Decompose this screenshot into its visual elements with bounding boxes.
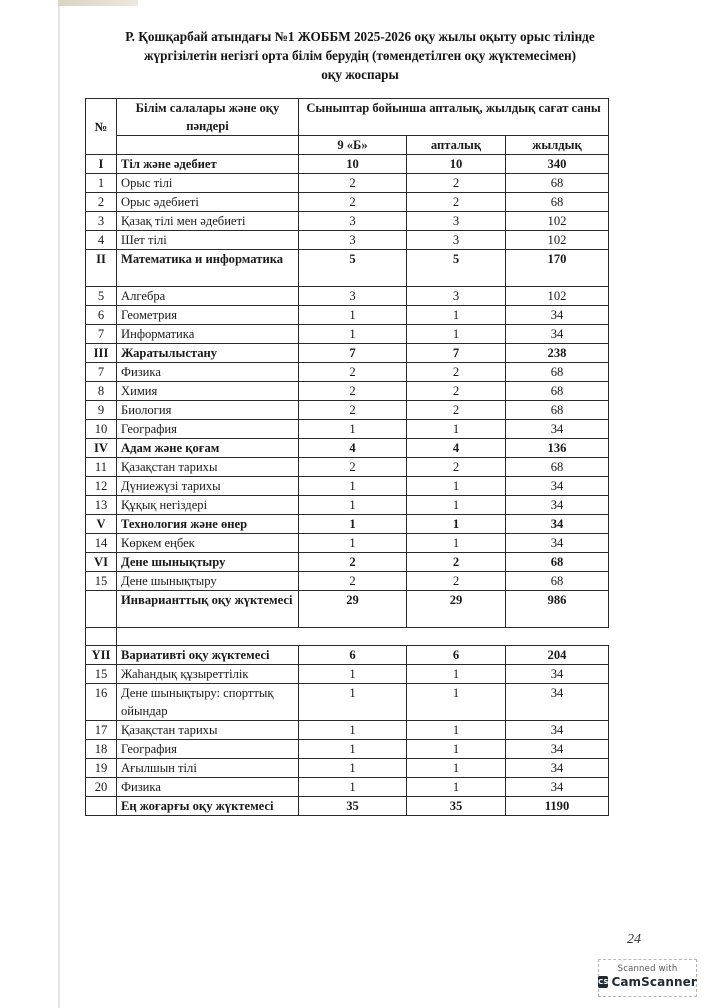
yearly-hours: 102 (506, 287, 609, 306)
subject-name: Адам және қоғам (117, 439, 299, 458)
class-hours: 2 (299, 401, 407, 420)
camscanner-watermark (598, 959, 697, 997)
row-number: 12 (86, 477, 117, 496)
subject-name: Шет тілі (117, 231, 299, 250)
yearly-hours: 1190 (506, 797, 609, 816)
subject-row (86, 721, 609, 740)
section-row (86, 553, 609, 572)
subject-row (86, 420, 609, 439)
weekly-hours: 4 (407, 439, 506, 458)
weekly-hours: 3 (407, 212, 506, 231)
yearly-hours: 34 (506, 515, 609, 534)
yearly-hours: 102 (506, 231, 609, 250)
weekly-hours: 3 (407, 287, 506, 306)
weekly-hours: 1 (407, 534, 506, 553)
subject-row (86, 401, 609, 420)
row-number: 10 (86, 420, 117, 439)
header-row-2 (86, 136, 609, 155)
row-number: 18 (86, 740, 117, 759)
subject-row (86, 193, 609, 212)
row-number: 5 (86, 287, 117, 306)
yearly-hours: 204 (506, 646, 609, 665)
yearly-hours: 68 (506, 401, 609, 420)
weekly-hours: 2 (407, 382, 506, 401)
document-title (80, 27, 640, 84)
weekly-hours: 1 (407, 325, 506, 344)
subject-row (86, 759, 609, 778)
class-hours: 2 (299, 572, 407, 591)
class-hours: 1 (299, 325, 407, 344)
row-number: 8 (86, 382, 117, 401)
section-row (86, 646, 609, 665)
class-hours: 2 (299, 382, 407, 401)
yearly-hours: 68 (506, 572, 609, 591)
spacer-cell-rest (117, 628, 609, 646)
class-hours: 6 (299, 646, 407, 665)
paper-top-edge (58, 0, 138, 6)
yearly-hours: 238 (506, 344, 609, 363)
weekly-hours: 1 (407, 306, 506, 325)
yearly-hours: 34 (506, 496, 609, 515)
class-hours: 1 (299, 740, 407, 759)
subject-row (86, 231, 609, 250)
class-hours: 1 (299, 477, 407, 496)
weekly-hours: 2 (407, 401, 506, 420)
subject-name: Вариативті оқу жүктемесі (117, 646, 299, 665)
section-row (86, 344, 609, 363)
subject-row (86, 363, 609, 382)
yearly-hours: 34 (506, 534, 609, 553)
row-number: 9 (86, 401, 117, 420)
row-number: 16 (86, 684, 117, 721)
subject-name: Инварианттық оқу жүктемесі (117, 591, 299, 628)
header-subject: Білім салалары және оқу пәндері (117, 99, 299, 136)
yearly-hours: 34 (506, 684, 609, 721)
watermark-brand (599, 975, 696, 989)
row-number: IV (86, 439, 117, 458)
row-number (86, 797, 117, 816)
yearly-hours: 34 (506, 325, 609, 344)
yearly-hours: 68 (506, 382, 609, 401)
class-hours: 2 (299, 458, 407, 477)
class-hours: 2 (299, 174, 407, 193)
yearly-hours: 68 (506, 193, 609, 212)
weekly-hours: 1 (407, 721, 506, 740)
yearly-hours: 68 (506, 363, 609, 382)
subject-name: Биология (117, 401, 299, 420)
yearly-hours: 340 (506, 155, 609, 174)
subject-name: Дене шынықтыру (117, 572, 299, 591)
weekly-hours: 10 (407, 155, 506, 174)
weekly-hours: 1 (407, 684, 506, 721)
subject-row (86, 684, 609, 721)
watermark-brand-name: CamScanner (611, 975, 697, 989)
yearly-hours: 136 (506, 439, 609, 458)
class-hours: 29 (299, 591, 407, 628)
weekly-hours: 1 (407, 477, 506, 496)
row-number: 1 (86, 174, 117, 193)
row-number: III (86, 344, 117, 363)
header-yearly: жылдық (506, 136, 609, 155)
subject-name: Физика (117, 778, 299, 797)
section-row (86, 439, 609, 458)
subject-name: Физика (117, 363, 299, 382)
weekly-hours: 1 (407, 515, 506, 534)
subject-name: Қазақстан тарихы (117, 721, 299, 740)
weekly-hours: 6 (407, 646, 506, 665)
header-hours-group: Сыныптар бойынша апталық, жылдық сағат саны (299, 99, 609, 136)
watermark-caption: Scanned with (617, 964, 678, 974)
class-hours: 2 (299, 553, 407, 572)
weekly-hours: 3 (407, 231, 506, 250)
weekly-hours: 1 (407, 420, 506, 439)
class-hours: 1 (299, 778, 407, 797)
weekly-hours: 2 (407, 174, 506, 193)
section-row (86, 797, 609, 816)
subject-name: Математика и информатика (117, 250, 299, 287)
class-hours: 1 (299, 515, 407, 534)
header-subject-blank (117, 136, 299, 155)
class-hours: 1 (299, 665, 407, 684)
subject-row (86, 778, 609, 797)
subject-name: Дүниежүзі тарихы (117, 477, 299, 496)
subject-row (86, 212, 609, 231)
yearly-hours: 68 (506, 553, 609, 572)
subject-name: Орыс тілі (117, 174, 299, 193)
yearly-hours: 34 (506, 778, 609, 797)
weekly-hours: 7 (407, 344, 506, 363)
class-hours: 2 (299, 193, 407, 212)
row-number (86, 591, 117, 628)
subject-name: Ағылшын тілі (117, 759, 299, 778)
weekly-hours: 1 (407, 778, 506, 797)
header-num: № (86, 99, 117, 155)
subject-row (86, 665, 609, 684)
header-weekly: апталық (407, 136, 506, 155)
subject-row (86, 534, 609, 553)
subject-row (86, 477, 609, 496)
yearly-hours: 34 (506, 665, 609, 684)
subject-name: Қазақ тілі мен әдебиеті (117, 212, 299, 231)
row-number: V (86, 515, 117, 534)
subject-name: Орыс әдебиеті (117, 193, 299, 212)
class-hours: 1 (299, 534, 407, 553)
row-number: II (86, 250, 117, 287)
subject-row (86, 496, 609, 515)
weekly-hours: 1 (407, 740, 506, 759)
weekly-hours: 2 (407, 363, 506, 382)
yearly-hours: 34 (506, 740, 609, 759)
yearly-hours: 68 (506, 458, 609, 477)
subject-name: Жаһандық құзыреттілік (117, 665, 299, 684)
subject-row (86, 174, 609, 193)
section-row (86, 515, 609, 534)
class-hours: 1 (299, 306, 407, 325)
row-number: VI (86, 553, 117, 572)
yearly-hours: 102 (506, 212, 609, 231)
title-line-3: оқу жоспары (321, 67, 399, 82)
subject-name: Ең жоғарғы оқу жүктемесі (117, 797, 299, 816)
weekly-hours: 1 (407, 665, 506, 684)
row-number: 7 (86, 363, 117, 382)
header-row-1 (86, 99, 609, 136)
row-number: I (86, 155, 117, 174)
class-hours: 1 (299, 684, 407, 721)
yearly-hours: 34 (506, 721, 609, 740)
row-number: 13 (86, 496, 117, 515)
curriculum-table (85, 98, 609, 816)
scan-background (0, 0, 58, 1008)
class-hours: 10 (299, 155, 407, 174)
row-number: 15 (86, 572, 117, 591)
spacer-cell-num (86, 628, 117, 646)
weekly-hours: 2 (407, 193, 506, 212)
class-hours: 1 (299, 496, 407, 515)
weekly-hours: 1 (407, 759, 506, 778)
camscanner-logo-icon: CS (598, 978, 609, 986)
subject-name: Тіл және әдебиет (117, 155, 299, 174)
yearly-hours: 68 (506, 174, 609, 193)
class-hours: 3 (299, 212, 407, 231)
subject-name: География (117, 740, 299, 759)
row-number: 3 (86, 212, 117, 231)
title-line-1: Р. Қошқарбай атындағы №1 ЖОББМ 2025-2026 оқу жылы оқыту орыс тілінде (125, 29, 595, 44)
weekly-hours: 29 (407, 591, 506, 628)
class-hours: 4 (299, 439, 407, 458)
subject-row (86, 325, 609, 344)
subject-name: География (117, 420, 299, 439)
section-row (86, 250, 609, 287)
weekly-hours: 2 (407, 553, 506, 572)
yearly-hours: 170 (506, 250, 609, 287)
subject-name: Дене шынықтыру: спорттық ойындар (117, 684, 299, 721)
row-number: 2 (86, 193, 117, 212)
weekly-hours: 2 (407, 572, 506, 591)
yearly-hours: 986 (506, 591, 609, 628)
subject-row (86, 382, 609, 401)
class-hours: 1 (299, 420, 407, 439)
subject-name: Технология және өнер (117, 515, 299, 534)
subject-name: Информатика (117, 325, 299, 344)
subject-name: Химия (117, 382, 299, 401)
row-number: YII (86, 646, 117, 665)
class-hours: 1 (299, 721, 407, 740)
page-number: 24 (627, 932, 641, 947)
subject-name: Көркем еңбек (117, 534, 299, 553)
subject-name: Дене шынықтыру (117, 553, 299, 572)
subject-name: Жаратылыстану (117, 344, 299, 363)
row-number: 11 (86, 458, 117, 477)
yearly-hours: 34 (506, 759, 609, 778)
subject-row (86, 572, 609, 591)
yearly-hours: 34 (506, 477, 609, 496)
subject-name: Құқық негіздері (117, 496, 299, 515)
section-row (86, 591, 609, 628)
weekly-hours: 35 (407, 797, 506, 816)
subject-name: Қазақстан тарихы (117, 458, 299, 477)
row-number: 6 (86, 306, 117, 325)
yearly-hours: 34 (506, 306, 609, 325)
row-number: 4 (86, 231, 117, 250)
class-hours: 3 (299, 231, 407, 250)
class-hours: 5 (299, 250, 407, 287)
row-number: 7 (86, 325, 117, 344)
paper-left-edge (58, 6, 60, 1008)
subject-row (86, 306, 609, 325)
yearly-hours: 34 (506, 420, 609, 439)
weekly-hours: 2 (407, 458, 506, 477)
subject-row (86, 740, 609, 759)
subject-row (86, 458, 609, 477)
subject-name: Геометрия (117, 306, 299, 325)
row-number: 14 (86, 534, 117, 553)
class-hours: 2 (299, 363, 407, 382)
class-hours: 35 (299, 797, 407, 816)
class-hours: 1 (299, 759, 407, 778)
row-number: 19 (86, 759, 117, 778)
weekly-hours: 5 (407, 250, 506, 287)
subject-row (86, 287, 609, 306)
row-number: 20 (86, 778, 117, 797)
header-class: 9 «Б» (299, 136, 407, 155)
row-number: 17 (86, 721, 117, 740)
title-line-2: жүргізілетін негізгі орта білім берудің (төмендетілген оқу жүктемесімен) (143, 48, 577, 63)
row-number: 15 (86, 665, 117, 684)
section-row (86, 155, 609, 174)
class-hours: 3 (299, 287, 407, 306)
subject-name: Алгебра (117, 287, 299, 306)
class-hours: 7 (299, 344, 407, 363)
weekly-hours: 1 (407, 496, 506, 515)
spacer-row (86, 628, 609, 646)
